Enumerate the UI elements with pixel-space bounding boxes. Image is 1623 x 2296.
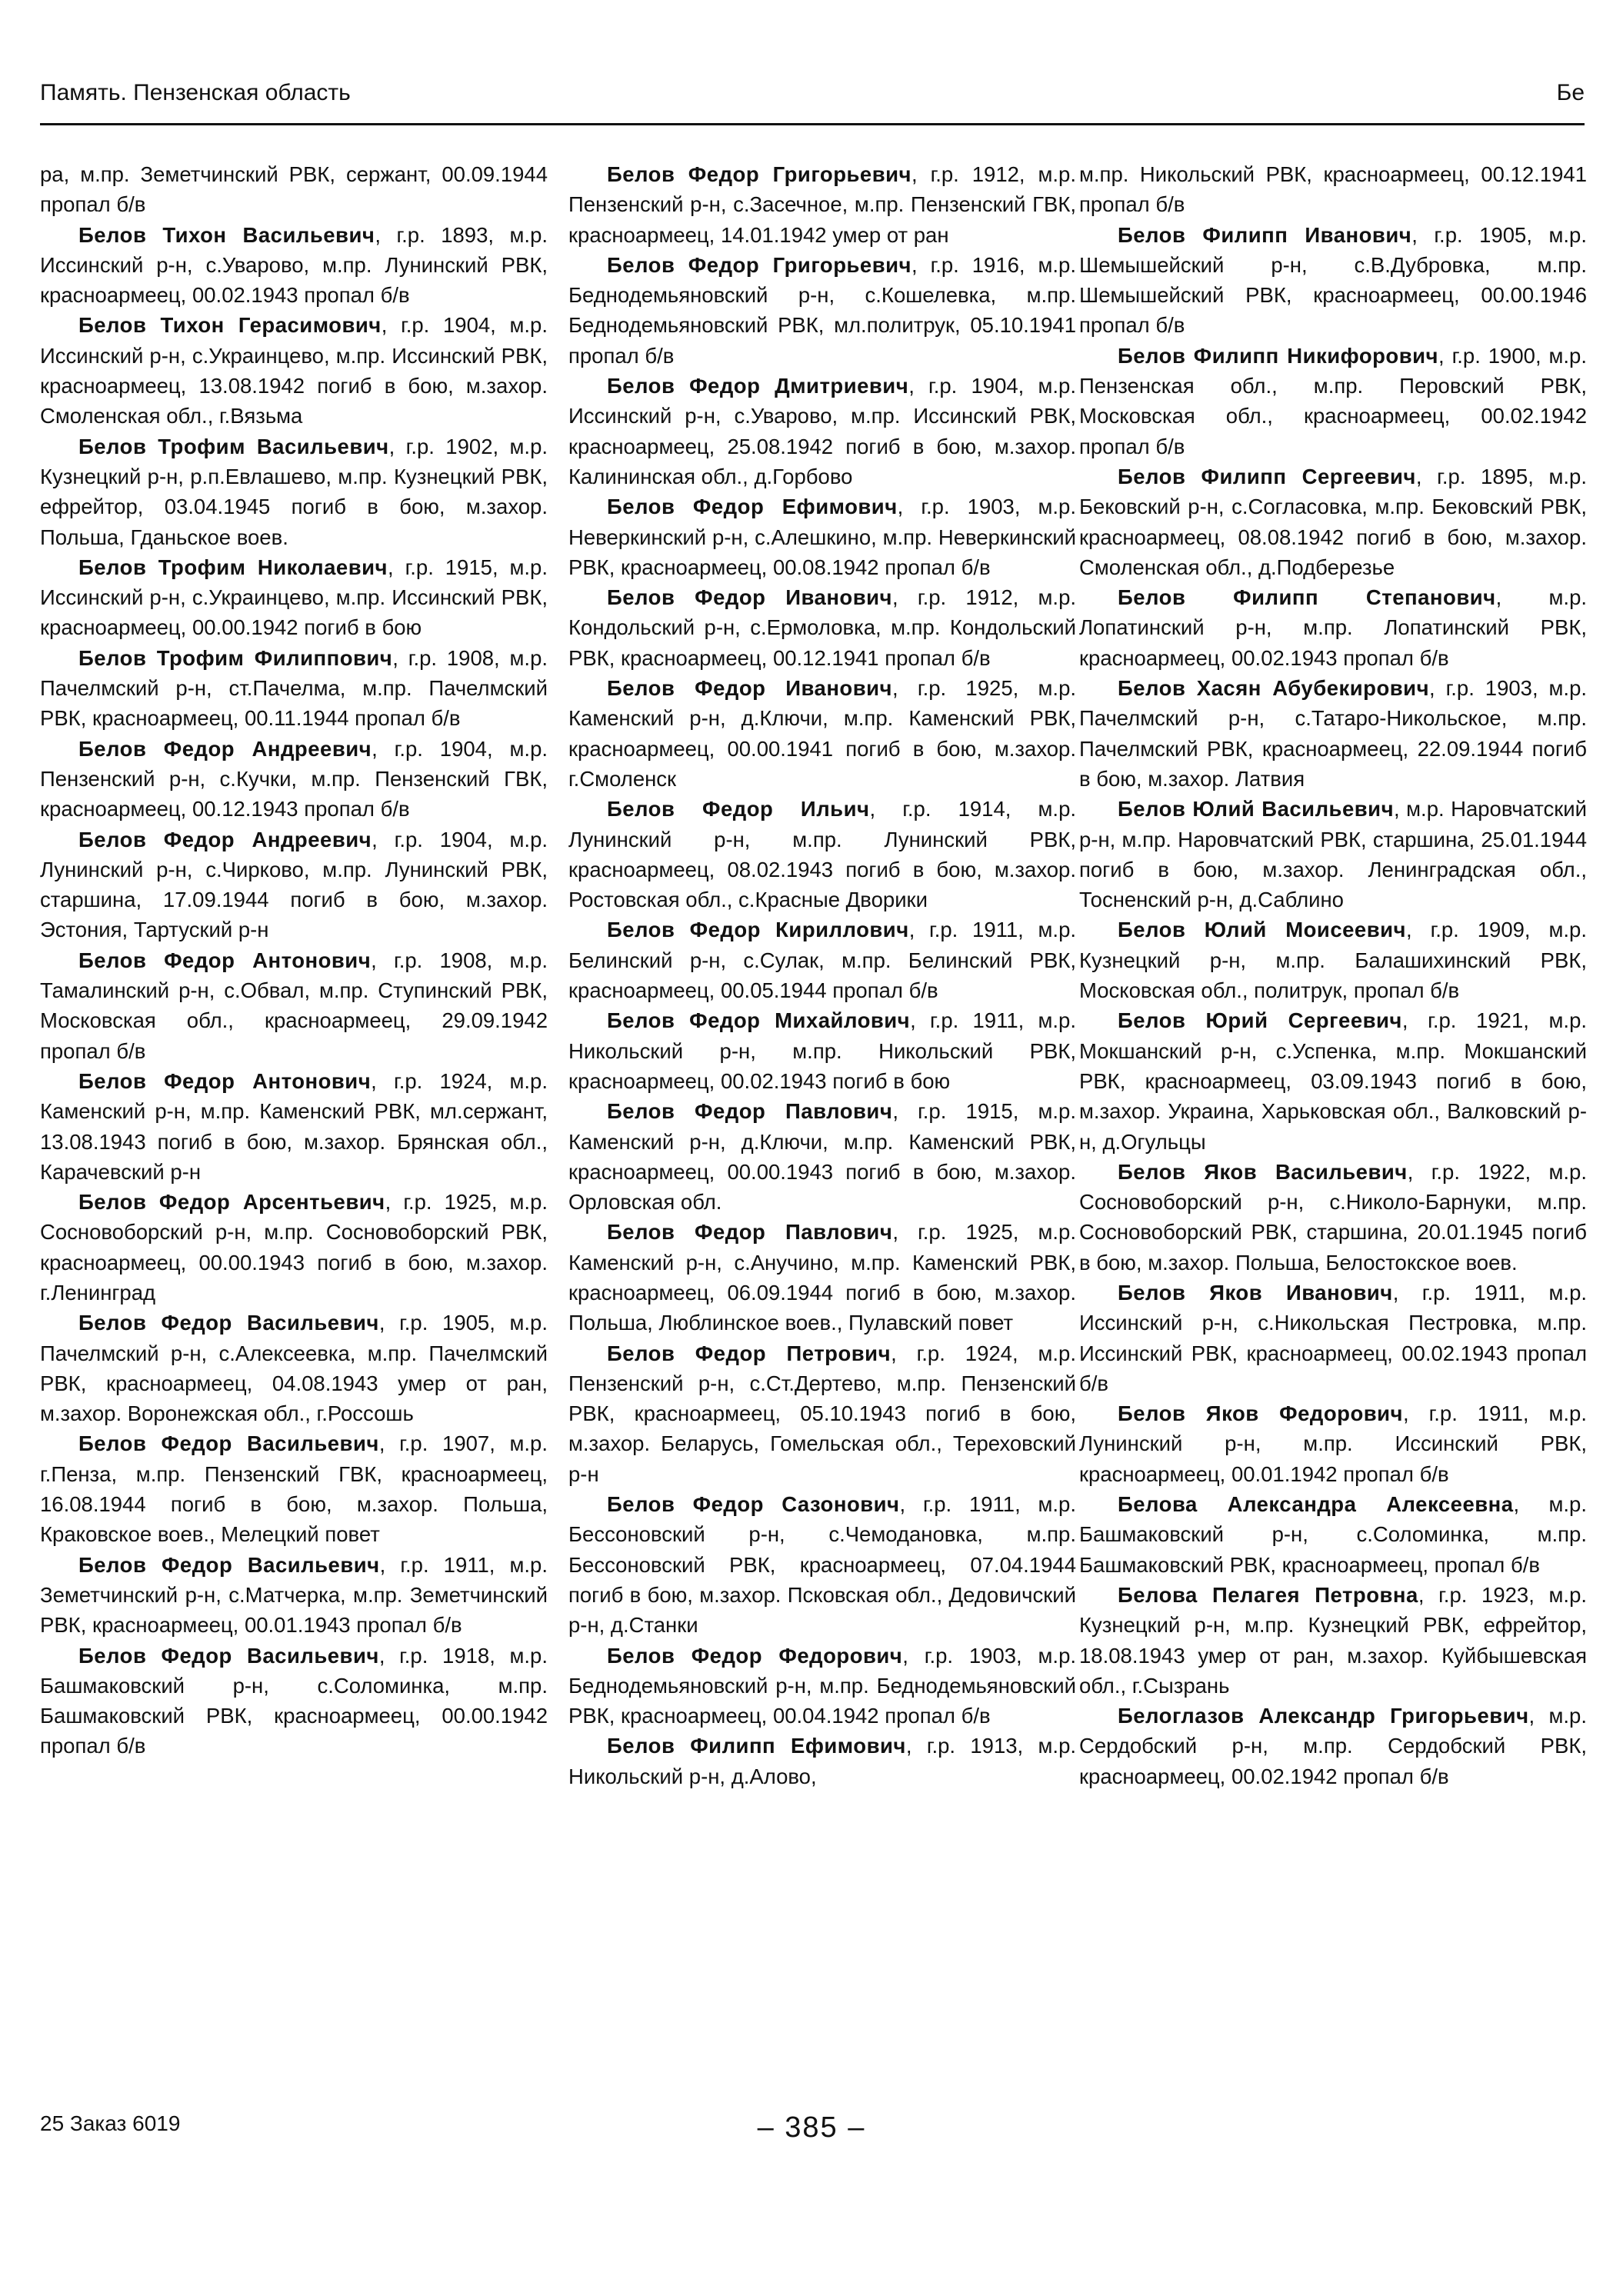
record-name: Белов Филипп Ефимович <box>607 1734 906 1758</box>
text-column-2 <box>568 159 1076 1791</box>
record-entry <box>40 1641 548 1761</box>
record-entry <box>568 159 1076 250</box>
record-entry <box>1079 794 1587 915</box>
record-details: ра, м.пр. Земетчинский РВК, сержант, 00.09.1944 пропал б/в <box>40 162 548 217</box>
record-name: Белов Филипп Иванович <box>1118 222 1412 247</box>
record-entry <box>40 1550 548 1641</box>
record-entry <box>568 1489 1076 1640</box>
record-details: , г.р. 1904, м.р. Иссинский р-н, с.Уварово, м.пр. Иссинский РВК, красноармеец, 25.08.1942 погиб в бою, м.захор. Калининская обл., д.Горбово <box>568 374 1076 488</box>
record-name: Белов Федор Кириллович <box>607 918 909 942</box>
record-details: , г.р. 1911, м.р. Иссинский р-н, с.Никольская Пестровка, м.пр. Иссинский РВК, красноармеец, 00.02.1943 пропал б/в <box>1079 1280 1587 1395</box>
record-entry <box>568 492 1076 582</box>
record-entry <box>568 582 1076 673</box>
record-entry <box>568 1217 1076 1338</box>
record-entry <box>40 825 548 945</box>
record-details: , г.р. 1900, м.р. Пензенская обл., м.пр. Перовский РВК, Московская обл., красноармеец, 00.02.1942 пропал б/в <box>1079 343 1587 458</box>
record-entry <box>1079 1701 1587 1791</box>
record-name: Белов Федор Ильич <box>607 797 870 821</box>
record-name: Белов Федор Васильевич <box>78 1311 379 1335</box>
record-entry <box>40 159 548 220</box>
record-entry <box>568 1005 1076 1096</box>
record-details: , г.р. 1904, м.р. Лунинский р-н, с.Чирково, м.пр. Лунинский РВК, старшина, 17.09.1944 погиб в бою, м.захор. Эстония, Тартуский р-н <box>40 827 548 942</box>
record-entry <box>568 1096 1076 1217</box>
record-entry <box>568 1641 1076 1731</box>
record-name: Белов Федор Петрович <box>607 1341 891 1365</box>
running-header-letters: Бе <box>1556 80 1585 105</box>
record-name: Белов Тихон Герасимович <box>78 313 382 338</box>
record-entry <box>1079 1005 1587 1156</box>
record-entry <box>1079 1157 1587 1278</box>
record-entry <box>40 1066 548 1187</box>
record-details: , г.р. 1903, м.р. Беднодемьяновский р-н, м.пр. Беднодемьяновский РВК, красноармеец, 00.04.1942 пропал б/в <box>568 1643 1076 1728</box>
record-details: , г.р. 1925, м.р. Каменский р-н, д.Ключи, м.пр. Каменский РВК, красноармеец, 00.00.1941 погиб в бою, м.захор. г.Смоленск <box>568 676 1076 791</box>
record-name: Белов Федор Арсентьевич <box>78 1190 385 1215</box>
record-details: , г.р. 1904, м.р. Пензенский р-н, с.Кучки, м.пр. Пензенский ГВК, красноармеец, 00.12.1943 пропал б/в <box>40 736 548 821</box>
record-entry <box>568 1338 1076 1489</box>
record-entry <box>40 734 548 825</box>
record-entry <box>1079 159 1587 220</box>
record-details: , г.р. 1908, м.р. Тамалинский р-н, с.Обвал, м.пр. Ступинский РВК, Московская обл., красноармеец, 29.09.1942 пропал б/в <box>40 948 548 1063</box>
record-details: , г.р. 1925, м.р. Каменский р-н, с.Анучино, м.пр. Каменский РВК, красноармеец, 06.09.1944 погиб в бою, м.захор. Польша, Люблинское воев., Пулавский повет <box>568 1220 1076 1335</box>
record-entry <box>40 945 548 1066</box>
record-details: , г.р. 1925, м.р. Сосновоборский р-н, м.пр. Сосновоборский РВК, красноармеец, 00.00.1943 погиб в бою, м.захор. г.Ленинград <box>40 1190 548 1305</box>
record-name: Белов Федор Дмитриевич <box>607 374 909 398</box>
record-details: , м.р. Наровчатский р-н, м.пр. Наровчатский РВК, старшина, 25.01.1944 погиб в бою, м.захор. Ленинградская обл., Тосненский р-н, д.Саблино <box>1079 797 1588 912</box>
record-entry <box>568 1731 1076 1791</box>
record-entry <box>40 220 548 311</box>
record-name: Белов Федор Григорьевич <box>607 162 911 186</box>
record-entry <box>40 432 548 552</box>
record-name: Белоглазов Александр Григорьевич <box>1118 1704 1529 1728</box>
record-details: , г.р. 1913, м.р. Никольский р-н, д.Алово, <box>568 1734 1077 1788</box>
record-entry <box>568 673 1076 794</box>
record-entry <box>1079 1278 1587 1398</box>
record-details: , г.р. 1921, м.р. Мокшанский р-н, с.Успенка, м.пр. Мокшанский РВК, красноармеец, 03.09.1943 погиб в бою, м.захор. Украина, Харьковская обл., Валковский р-н, д.Огульцы <box>1079 1008 1587 1154</box>
record-name: Белов Филипп Никифорович <box>1118 343 1439 368</box>
record-details: , г.р. 1914, м.р. Лунинский р-н, м.пр. Лунинский РВК, красноармеец, 08.02.1943 погиб в бою, м.захор. Ростовская обл., с.Красные Дворики <box>568 797 1077 912</box>
record-entry <box>568 794 1076 915</box>
record-name: Белов Хасян Абубекирович <box>1118 676 1430 701</box>
record-details: , г.р. 1911, м.р. Никольский р-н, м.пр. Никольский РВК, красноармеец, 00.02.1943 погиб в бою <box>568 1008 1076 1093</box>
record-details: , г.р. 1902, м.р. Кузнецкий р-н, р.п.Евлашево, м.пр. Кузнецкий РВК, ефрейтор, 03.04.1945 погиб в бою, м.захор. Польша, Гданьское воев. <box>40 434 548 549</box>
record-details: , г.р. 1912, м.р. Пензенский р-н, с.Засечное, м.пр. Пензенский ГВК, красноармеец, 14.01.1942 умер от ран <box>568 162 1076 247</box>
record-name: Белов Яков Иванович <box>1118 1280 1393 1305</box>
record-name: Белов Яков Федорович <box>1118 1401 1404 1426</box>
record-name: Белов Юлий Моисеевич <box>1118 918 1406 942</box>
record-name: Белов Федор Иванович <box>607 676 893 701</box>
record-details: , м.р. Сердобский р-н, м.пр. Сердобский РВК, красноармеец, 00.02.1942 пропал б/в <box>1079 1704 1587 1788</box>
record-details: , г.р. 1895, м.р. Бековский р-н, с.Согласовка, м.пр. Бековский РВК, красноармеец, 08.08.1942 погиб в бою, м.захор. Смоленская обл., д.Подберезье <box>1079 464 1587 579</box>
record-entry <box>1079 915 1587 1005</box>
record-name: Белов Федор Антонович <box>78 948 372 972</box>
record-entry <box>568 915 1076 1005</box>
record-name: Белов Федор Васильевич <box>78 1552 380 1577</box>
record-entry <box>568 371 1076 492</box>
record-entry <box>1079 462 1587 582</box>
record-name: Белов Трофим Васильевич <box>78 434 389 458</box>
record-entry <box>1079 673 1587 794</box>
record-name: Белов Филипп Сергеевич <box>1118 464 1416 488</box>
record-details: , м.р. Лопатинский р-н, м.пр. Лопатинский РВК, красноармеец, 00.02.1943 пропал б/в <box>1079 585 1588 670</box>
record-details: , г.р. 1904, м.р. Иссинский р-н, с.Украинцево, м.пр. Иссинский РВК, красноармеец, 13.08.1942 погиб в бою, м.захор. Смоленская обл., г.Вязьма <box>40 313 548 428</box>
running-header-title: Память. Пензенская область <box>40 80 351 105</box>
text-column-1 <box>40 159 548 1761</box>
record-details: , г.р. 1922, м.р. Сосновоборский р-н, с.Николо-Барнуки, м.пр. Сосновоборский РВК, старшина, 20.01.1945 погиб в бою, м.захор. Польша, Белостокское воев. <box>1079 1159 1587 1275</box>
record-details: , г.р. 1907, м.р. г.Пенза, м.пр. Пензенский ГВК, красноармеец, 16.08.1944 погиб в бою, м.захор. Польша, Краковское воев., Мелецкий повет <box>40 1431 548 1547</box>
record-details: , г.р. 1905, м.р. Пачелмский р-н, с.Алексеевка, м.пр. Пачелмский РВК, красноармеец, 04.08.1943 умер от ран, м.захор. Воронежская обл., г.Россошь <box>40 1311 548 1426</box>
record-name: Белов Трофим Николаевич <box>78 555 388 579</box>
record-name: Белов Яков Васильевич <box>1118 1159 1408 1184</box>
record-details: , г.р. 1911, м.р. Бессоновский р-н, с.Чемодановка, м.пр. Бессоновский РВК, красноармеец, 07.04.1944 погиб в бою, м.захор. Псковская обл., Дедовичский р-н, д.Станки <box>568 1492 1076 1638</box>
print-order-signature: 25 Заказ 6019 <box>40 2111 181 2135</box>
record-entry <box>1079 1489 1587 1580</box>
record-details: , г.р. 1924, м.р. Пензенский р-н, с.Ст.Дертево, м.пр. Пензенский РВК, красноармеец, 05.10.1943 погиб в бою, м.захор. Беларусь, Гомельская обл., Тереховский р-н <box>568 1341 1076 1486</box>
record-details: , г.р. 1903, м.р. Пачелмский р-н, с.Татаро-Никольское, м.пр. Пачелмский РВК, красноармеец, 22.09.1944 погиб в бою, м.захор. Латвия <box>1079 676 1587 791</box>
record-details: , г.р. 1908, м.р. Пачелмский р-н, ст.Пачелма, м.пр. Пачелмский РВК, красноармеец, 00.11.1944 пропал б/в <box>40 645 548 731</box>
record-details: , г.р. 1903, м.р. Неверкинский р-н, с.Алешкино, м.пр. Неверкинский РВК, красноармеец, 00.08.1942 пропал б/в <box>568 495 1076 579</box>
running-header <box>40 77 1585 125</box>
record-entry <box>1079 582 1587 673</box>
record-details: , г.р. 1915, м.р. Иссинский р-н, с.Украинцево, м.пр. Иссинский РВК, красноармеец, 00.00.1942 погиб в бою <box>40 555 548 640</box>
record-name: Белов Федор Антонович <box>78 1068 372 1093</box>
record-entry <box>40 552 548 643</box>
record-name: Белова Александра Алексеевна <box>1118 1492 1514 1517</box>
record-details: , г.р. 1915, м.р. Каменский р-н, д.Ключи, м.пр. Каменский РВК, красноармеец, 00.00.1943 погиб в бою, м.захор. Орловская обл. <box>568 1099 1076 1215</box>
record-name: Белов Федор Павлович <box>607 1099 893 1124</box>
record-name: Белов Федор Ефимович <box>607 495 898 519</box>
record-details: м.пр. Никольский РВК, красноармеец, 00.12.1941 пропал б/в <box>1079 162 1587 217</box>
record-details: , г.р. 1918, м.р. Башмаковский р-н, с.Соломинка, м.пр. Башмаковский РВК, красноармеец, 00.00.1942 пропал б/в <box>40 1643 548 1758</box>
record-details: , г.р. 1916, м.р. Беднодемьяновский р-н, с.Кошелевка, м.пр. Беднодемьяновский РВК, мл.политрук, 05.10.1941 пропал б/в <box>568 252 1076 368</box>
record-details: , г.р. 1923, м.р. Кузнецкий р-н, м.пр. Кузнецкий РВК, ефрейтор, 18.08.1943 умер от ран, м.захор. Куйбышевская обл., г.Сызрань <box>1079 1582 1588 1698</box>
record-entry <box>40 1308 548 1428</box>
record-name: Белов Федор Сазонович <box>607 1492 900 1517</box>
record-name: Белов Тихон Васильевич <box>78 222 375 247</box>
record-name: Белов Юрий Сергеевич <box>1118 1008 1402 1033</box>
record-entry <box>40 643 548 734</box>
record-entry <box>40 1428 548 1549</box>
record-name: Белов Федор Васильевич <box>78 1643 379 1668</box>
record-entry <box>1079 341 1587 462</box>
record-entry <box>568 250 1076 371</box>
record-entry <box>40 310 548 431</box>
record-details: , г.р. 1911, м.р. Земетчинский р-н, с.Матчерка, м.пр. Земетчинский РВК, красноармеец, 00.01.1943 пропал б/в <box>40 1552 548 1638</box>
record-name: Белов Юлий Васильевич <box>1118 797 1395 821</box>
record-details: , г.р. 1924, м.р. Каменский р-н, м.пр. Каменский РВК, мл.сержант, 13.08.1943 погиб в бою, м.захор. Брянская обл., Карачевский р-н <box>40 1068 548 1184</box>
record-name: Белов Федор Васильевич <box>78 1431 379 1456</box>
record-entry <box>1079 1580 1587 1701</box>
record-details: , г.р. 1905, м.р. Шемышейский р-н, с.В.Дубровка, м.пр. Шемышейский РВК, красноармеец, 00.00.1946 пропал б/в <box>1079 222 1587 338</box>
record-details: , г.р. 1911, м.р. Лунинский р-н, м.пр. Иссинский РВК, красноармеец, 00.01.1942 пропал б/в <box>1079 1401 1587 1486</box>
record-name: Белов Федор Федорович <box>607 1643 903 1668</box>
page-number: – 385 – <box>757 2111 866 2144</box>
record-details: , г.р. 1912, м.р. Кондольский р-н, с.Ермоловка, м.пр. Кондольский РВК, красноармеец, 00.12.1941 пропал б/в <box>568 585 1076 670</box>
record-name: Белов Федор Григорьевич <box>607 252 911 277</box>
record-entry <box>40 1187 548 1308</box>
record-details: , г.р. 1909, м.р. Кузнецкий р-н, м.пр. Балашихинский РВК, Московская обл., политрук, пропал б/в <box>1079 918 1587 1003</box>
record-name: Белов Федор Павлович <box>607 1220 893 1245</box>
record-name: Белов Филипп Степанович <box>1118 585 1496 610</box>
record-entry <box>1079 220 1587 341</box>
text-column-3 <box>1079 159 1587 1791</box>
record-details: , г.р. 1893, м.р. Иссинский р-н, с.Уварово, м.пр. Лунинский РВК, красноармеец, 00.02.1943 пропал б/в <box>40 222 548 308</box>
record-details: , г.р. 1911, м.р. Белинский р-н, с.Сулак, м.пр. Белинский РВК, красноармеец, 00.05.1944 пропал б/в <box>568 918 1076 1003</box>
record-name: Белов Федор Андреевич <box>78 827 372 851</box>
record-details: , м.р. Башмаковский р-н, с.Соломинка, м.пр. Башмаковский РВК, красноармеец, пропал б/в <box>1079 1492 1587 1577</box>
record-name: Белова Пелагея Петровна <box>1118 1582 1418 1607</box>
record-name: Белов Федор Михайлович <box>607 1008 911 1033</box>
record-name: Белов Федор Иванович <box>607 585 893 610</box>
record-entry <box>1079 1398 1587 1489</box>
record-name: Белов Трофим Филиппович <box>78 645 393 670</box>
record-name: Белов Федор Андреевич <box>78 736 372 761</box>
